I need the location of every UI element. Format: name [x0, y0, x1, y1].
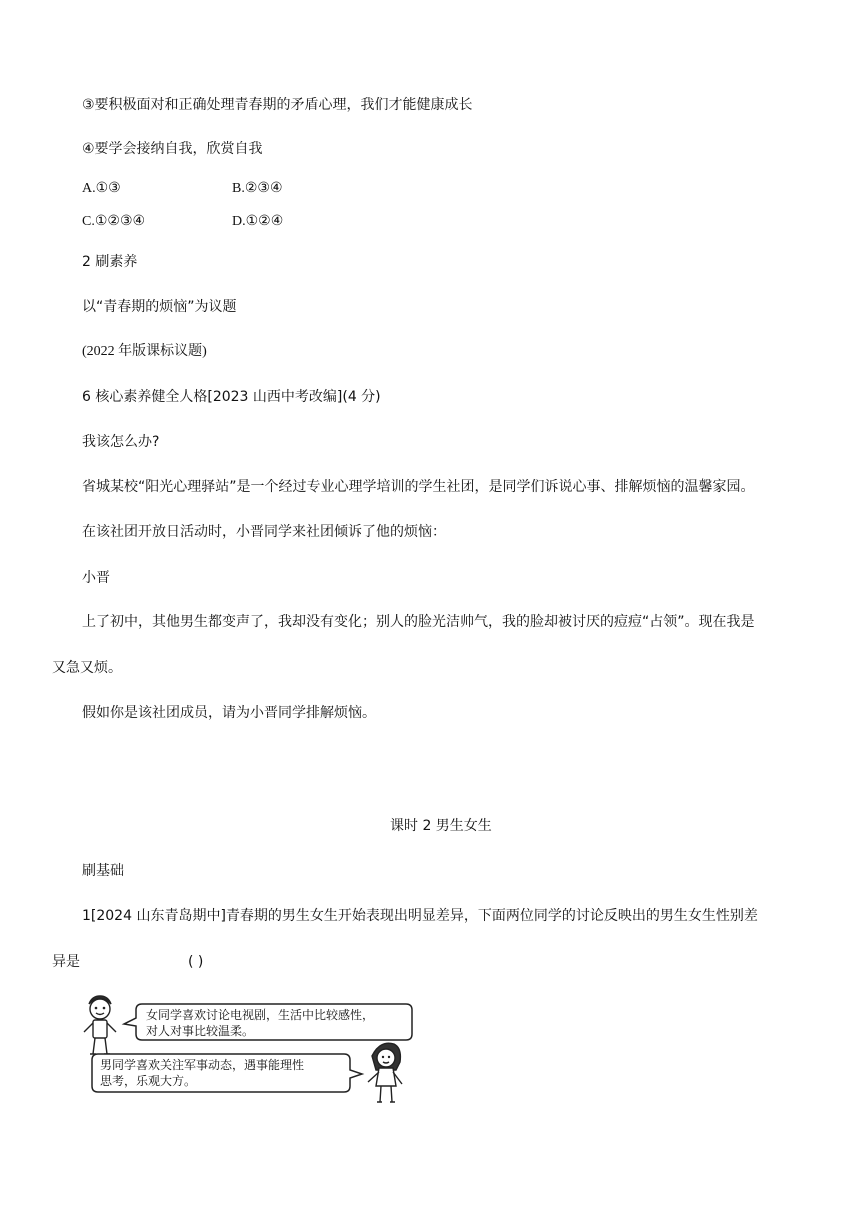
- choice-c: C.①②③④: [82, 214, 146, 229]
- topic-line: 以“青春期的烦恼”为议题: [82, 299, 237, 315]
- standard-note: (2022 年版课标议题): [82, 344, 207, 359]
- question-6-header: 6 核心素养健全人格[2023 山西中考改编](4 分): [82, 389, 381, 405]
- bubble-1-line-1: 女同学喜欢讨论电视剧，生活中比较感性，: [146, 1008, 375, 1022]
- statement-4: ④要学会接纳自我，欣赏自我: [82, 141, 263, 157]
- speech-bubble-1: [124, 1004, 412, 1040]
- speaker-name: 小晋: [82, 570, 110, 586]
- answer-bracket: ( ): [188, 954, 204, 970]
- girl-figure: [368, 1043, 402, 1102]
- discussion-illustration: [80, 990, 420, 1110]
- passage-event: 在该社团开放日活动时，小晋同学来社团倾诉了他的烦恼：: [82, 524, 446, 540]
- task-prompt: 假如你是该社团成员，请为小晋同学排解烦恼。: [82, 705, 376, 721]
- speaker-quote-line2: 又急又烦。: [52, 660, 122, 676]
- boy-figure: [84, 996, 116, 1054]
- bubble-2-line-1: 男同学喜欢关注军事动态，遇事能理性: [100, 1058, 305, 1072]
- bubble-2-line-2: 思考，乐观大方。: [100, 1074, 197, 1088]
- choice-a: A.①③: [82, 181, 121, 196]
- statement-3: ③要积极面对和正确处理青春期的矛盾心理，我们才能健康成长: [82, 97, 473, 113]
- section-heading-literacy: 2 刷素养: [82, 254, 138, 270]
- speech-bubble-2: [92, 1054, 362, 1092]
- lesson-title: 课时 2 男生女生: [390, 818, 492, 834]
- question-1-stem-end: 异是: [52, 954, 80, 970]
- bubble-1-line-2: 对人对事比较温柔。: [146, 1024, 255, 1038]
- section-heading-basics: 刷基础: [82, 863, 124, 879]
- choice-d: D.①②④: [232, 214, 284, 229]
- question-1-stem: 1[2024 山东青岛期中]青春期的男生女生开始表现出明显差异，下面两位同学的讨论反映出的男生女生性别差: [82, 908, 758, 924]
- speaker-quote-line1: 上了初中，其他男生都变声了，我却没有变化；别人的脸光洁帅气，我的脸却被讨厌的痘痘“占领”。现在我是: [82, 614, 755, 630]
- passage-intro: 省城某校“阳光心理驿站”是一个经过专业心理学培训的学生社团，是同学们诉说心事、排解烦恼的温馨家园。: [82, 479, 755, 495]
- question-title: 我该怎么办?: [82, 434, 160, 450]
- choice-b: B.②③④: [232, 181, 283, 196]
